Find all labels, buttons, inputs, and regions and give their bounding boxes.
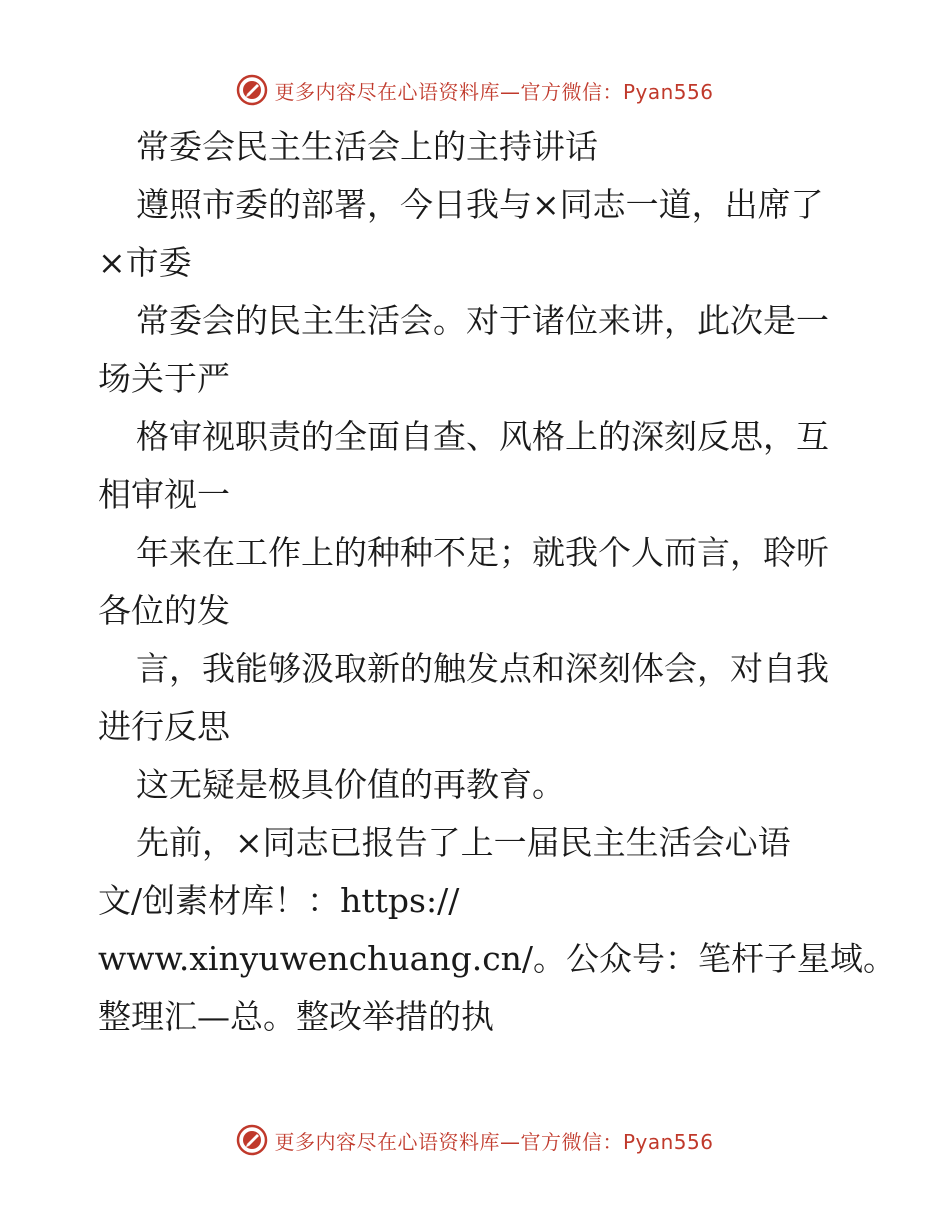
paragraph-line: 遵照市委的部署，今日我与×同志一道，出席了 <box>136 185 824 224</box>
footer-banner-text: 更多内容尽在心语资料库—官方微信：Pyan556 <box>274 1129 714 1154</box>
paragraph-line: 整理汇—总。整改举措的执 <box>98 997 494 1036</box>
paragraph-line: 场关于严 <box>98 359 230 398</box>
paragraph-line: 文/创素材库！：https:// <box>98 881 460 920</box>
paragraph-line: 这无疑是极具价值的再教育。 <box>136 765 565 804</box>
paragraph-line: ×市委 <box>98 243 192 282</box>
header-banner-text: 更多内容尽在心语资料库—官方微信：Pyan556 <box>274 79 714 104</box>
brand-logo-icon <box>236 1124 268 1156</box>
paragraph-line: 格审视职责的全面自查、风格上的深刻反思，互 <box>136 417 829 456</box>
footer-banner <box>0 1120 950 1160</box>
brand-logo-icon <box>236 74 268 106</box>
header-banner <box>0 70 950 110</box>
paragraph-line: 言，我能够汲取新的触发点和深刻体会，对自我 <box>136 649 829 688</box>
paragraph-line: 年来在工作上的种种不足；就我个人而言，聆听 <box>136 533 829 572</box>
paragraph-line: 常委会的民主生活会。对于诸位来讲，此次是一 <box>136 301 829 340</box>
paragraph-line: www.xinyuwenchuang.cn/。公众号：笔杆子星域。 <box>98 939 897 978</box>
document-body <box>98 118 897 1046</box>
paragraph-line: 先前，×同志已报告了上一届民主生活会心语 <box>136 823 791 862</box>
document-title: 常委会民主生活会上的主持讲话 <box>136 127 598 166</box>
paragraph-line: 相审视一 <box>98 475 230 514</box>
paragraph-line: 各位的发 <box>98 591 230 630</box>
paragraph-line: 进行反思 <box>98 707 230 746</box>
